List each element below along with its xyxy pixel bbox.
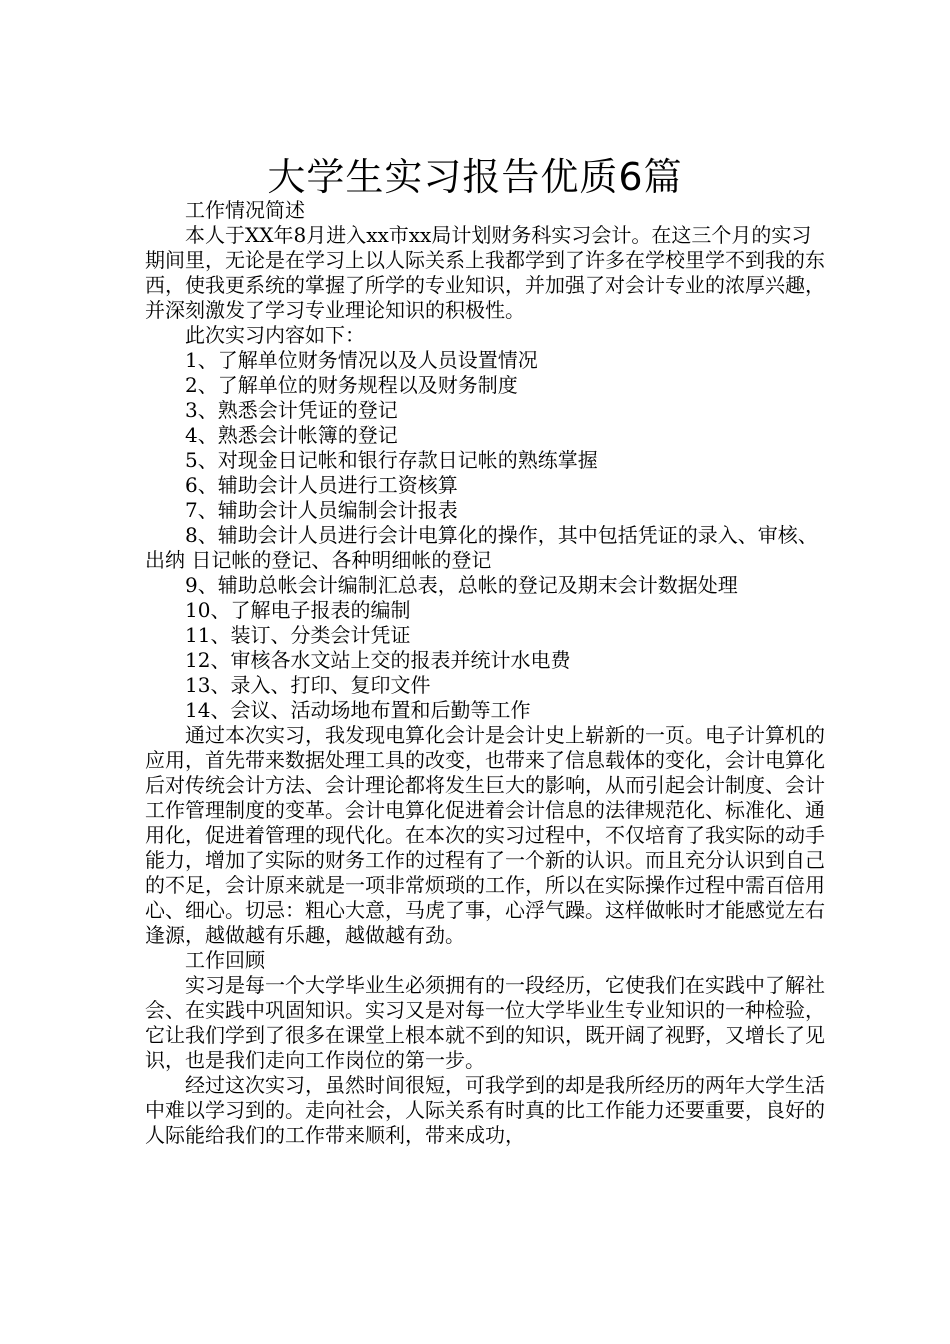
paragraph-conclusion: 经过这次实习，虽然时间很短，可我学到的却是我所经历的两年大学生活中难以学习到的。走向社会，人际关系有时真的比工作能力还要重要，良好的人际能给我们的工作带来顺利，带来成功， (145, 1073, 825, 1147)
list-item: 13、录入、打印、复印文件 (185, 673, 431, 697)
paragraph-review: 实习是每一个大学毕业生必须拥有的一段经历，它使我们在实践中了解社会、在实践中巩固知识。实习又是对每一位大学毕业生专业知识的一种检验，它让我们学到了很多在课堂上根本就不到的知识，既开阔了视野，又增长了见识，也是我们走向工作岗位的第一步。 (145, 973, 825, 1072)
list-item: 1、了解单位财务情况以及人员设置情况 (185, 348, 538, 372)
list-item: 4、熟悉会计帐簿的登记 (185, 423, 398, 447)
section-heading-work-summary: 工作情况简述 (185, 198, 305, 222)
list-item: 14、会议、活动场地布置和后勤等工作 (185, 698, 531, 722)
document-title: 大学生实习报告优质6篇 (267, 155, 683, 200)
list-item: 5、对现金日记帐和银行存款日记帐的熟练掌握 (185, 448, 598, 472)
list-item: 10、了解电子报表的编制 (185, 598, 411, 622)
list-item: 7、辅助会计人员编制会计报表 (185, 498, 458, 522)
list-item: 12、审核各水文站上交的报表并统计水电费 (185, 648, 571, 672)
list-item: 6、辅助会计人员进行工资核算 (185, 473, 458, 497)
list-item: 8、辅助会计人员进行会计电算化的操作，其中包括凭证的录入、审核、出纳 日记帐的登记、各种明细帐的登记 (145, 523, 818, 572)
list-item: 2、了解单位的财务规程以及财务制度 (185, 373, 518, 397)
paragraph-content-heading: 此次实习内容如下： (185, 323, 365, 347)
paragraph-intro: 本人于XX年8月进入xx市xx局计划财务科实习会计。在这三个月的实习期间里，无论是在学习上以人际关系上我都学到了许多在学校里学不到我的东西，使我更系统的掌握了所学的专业知识，并加强了对会计专业的浓厚兴趣，并深刻激发了学习专业理论知识的积极性。 (145, 223, 825, 322)
list-item: 11、装订、分类会计凭证 (185, 623, 411, 647)
section-heading-work-review: 工作回顾 (185, 948, 265, 972)
list-item: 9、辅助总帐会计编制汇总表，总帐的登记及期末会计数据处理 (185, 573, 738, 597)
paragraph-reflection: 通过本次实习，我发现电算化会计是会计史上崭新的一页。电子计算机的应用，首先带来数据处理工具的改变，也带来了信息载体的变化，会计电算化后对传统会计方法、会计理论都将发生巨大的影响，从而引起会计制度、会计工作管理制度的变革。会计电算化促进着会计信息的法律规范化、标准化、通用化，促进着管理的现代化。在本次的实习过程中，不仅培育了我实际的动手能力，增加了实际的财务工作的过程有了一个新的认识。而且充分认识到自己的不足，会计原来就是一项非常烦琐的工作，所以在实际操作过程中需百倍用心、细心。切忌：粗心大意，马虎了事，心浮气躁。这样做帐时才能感觉左右逢源，越做越有乐趣，越做越有劲。 (145, 723, 825, 947)
document-body (145, 198, 825, 1148)
list-item: 3、熟悉会计凭证的登记 (185, 398, 398, 422)
